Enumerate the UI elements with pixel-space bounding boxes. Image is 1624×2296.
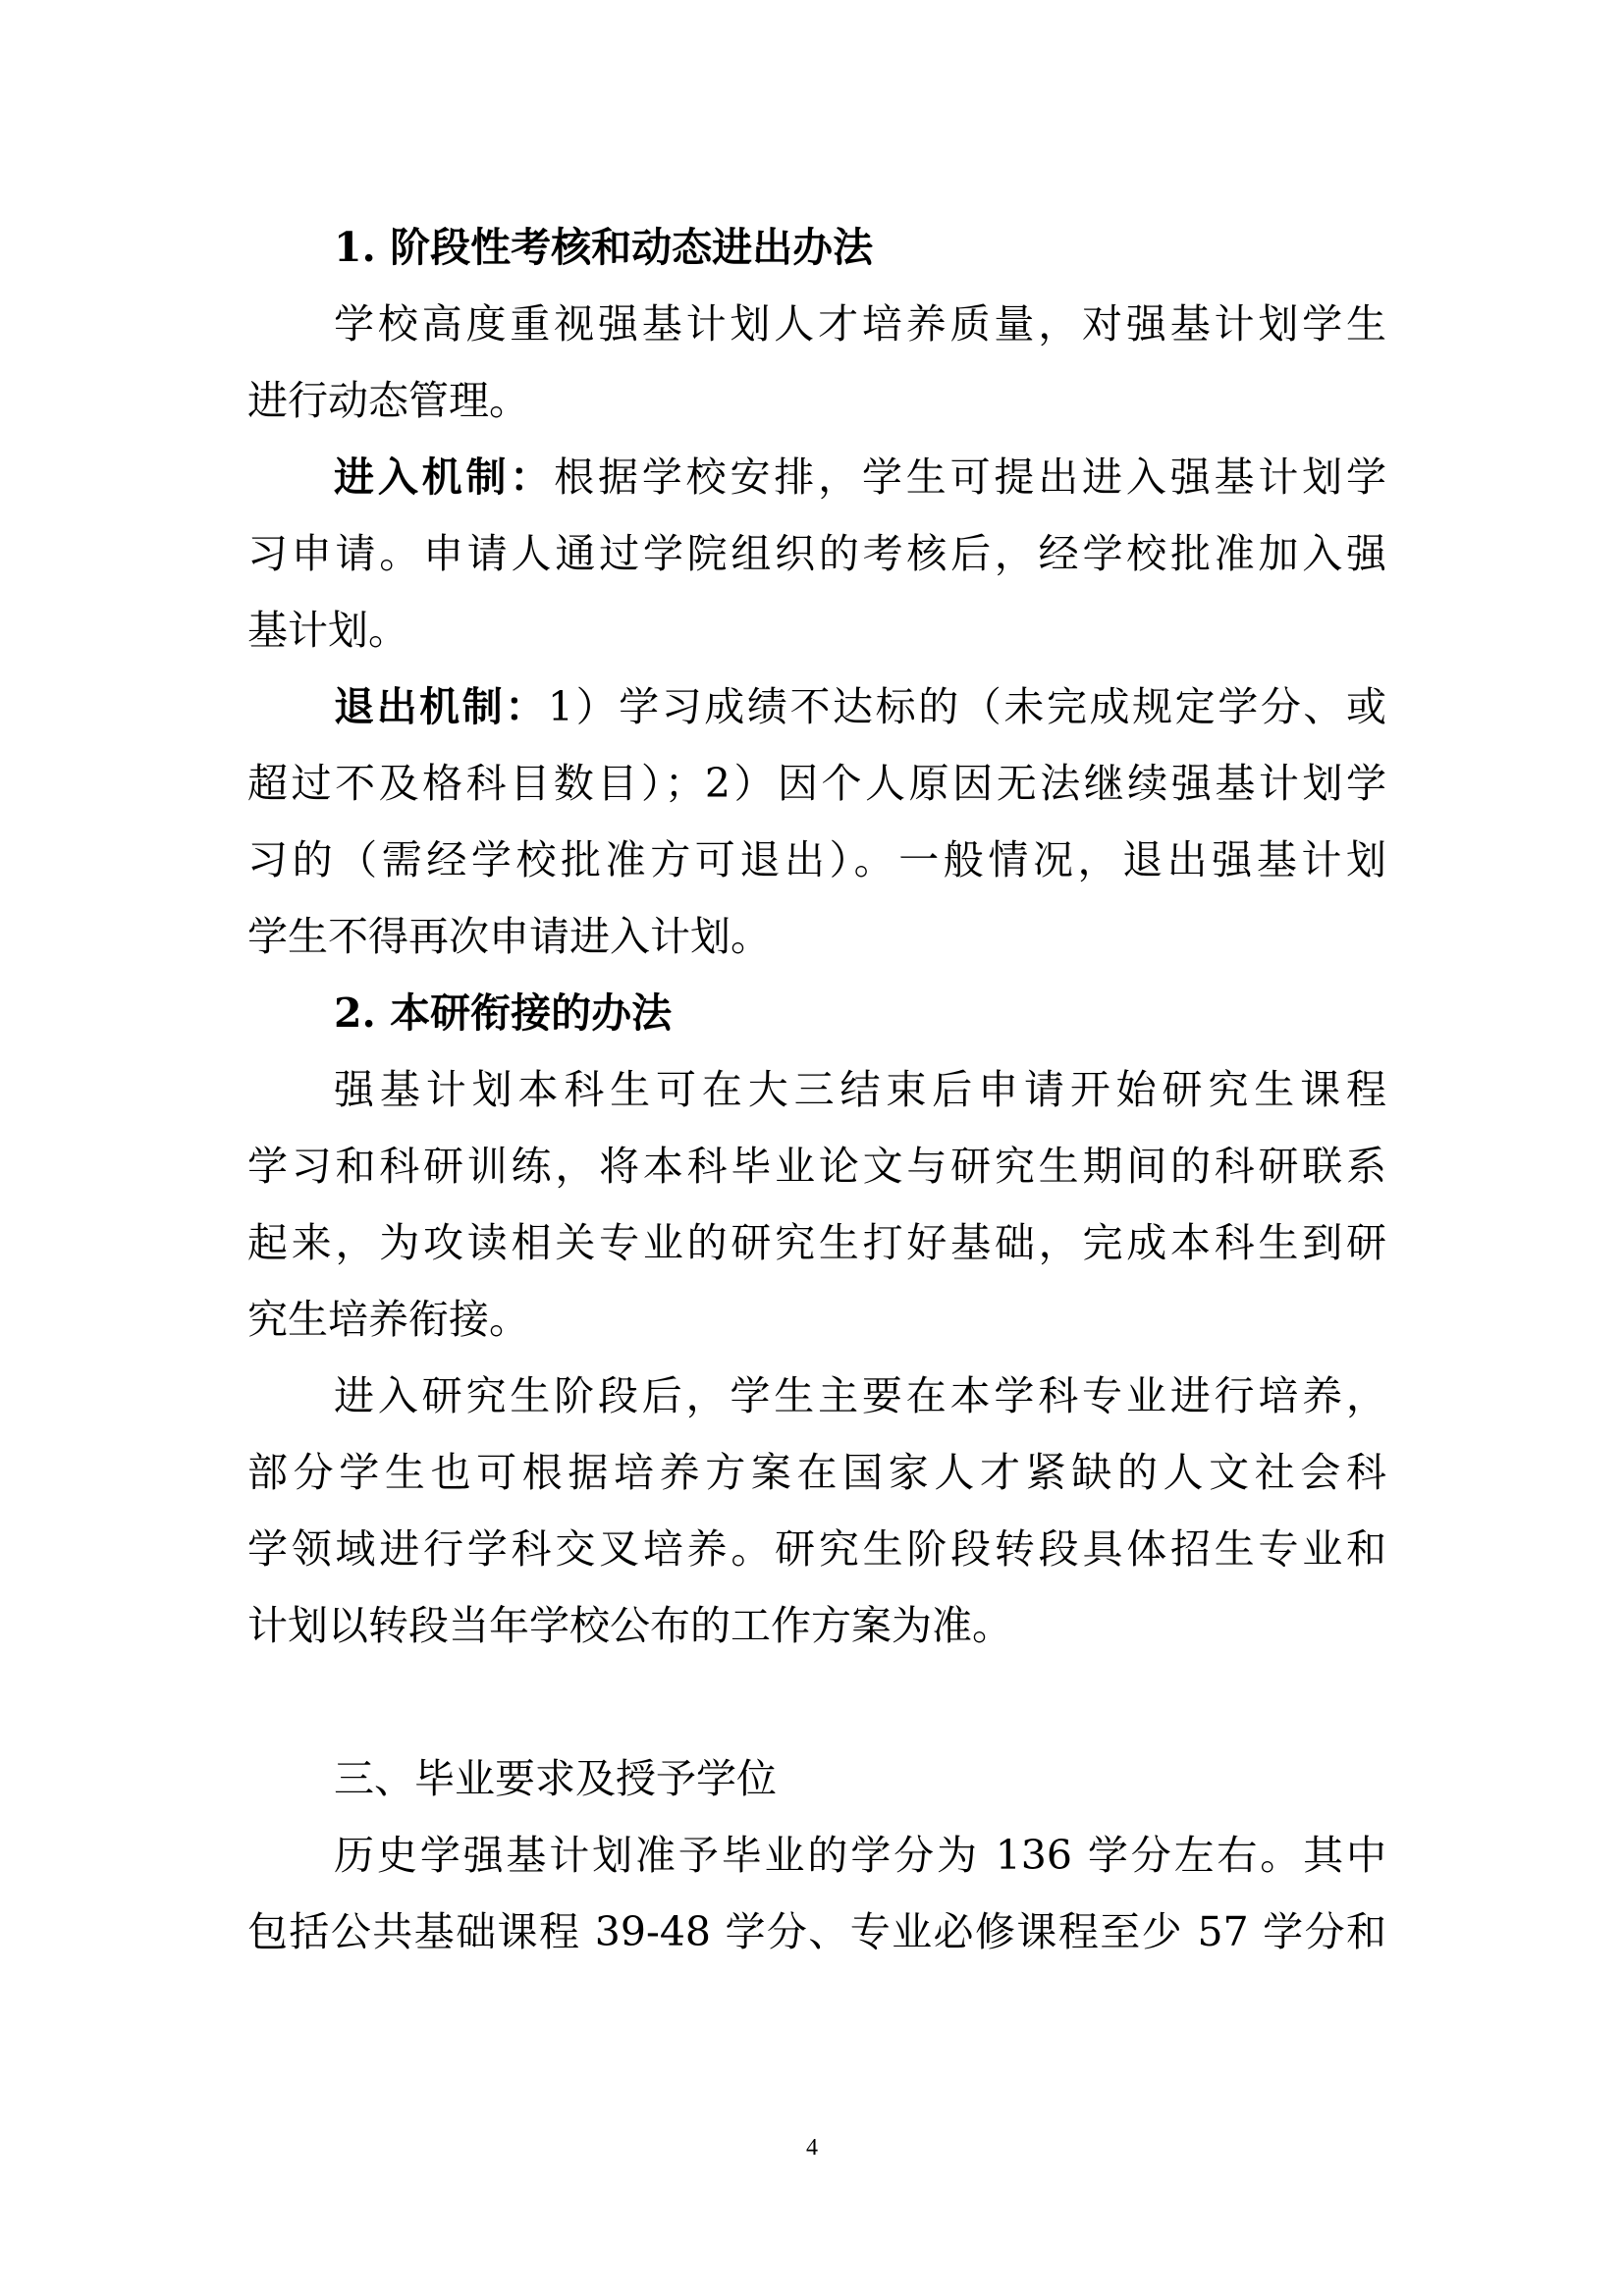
- paragraph-line: 超过不及格科目数目）；2）因个人原因无法继续强基计划学: [247, 760, 1386, 807]
- document-body: [247, 209, 1386, 1970]
- paragraph-line: 历史学强基计划准予毕业的学分为 136 学分左右。其中: [334, 1832, 1386, 1879]
- exit-mechanism-text: 1）学习成绩不达标的（未完成规定学分、或: [547, 683, 1386, 730]
- paragraph-line: 进入研究生阶段后，学生主要在本学科专业进行培养，: [334, 1372, 1386, 1419]
- paragraph-line: [247, 439, 1386, 515]
- paragraph-line: 学生不得再次申请进入计划。: [247, 913, 771, 960]
- paragraph-line: 部分学生也可根据培养方案在国家人才紧缺的人文社会科: [247, 1449, 1386, 1496]
- paragraph-line: [247, 668, 1386, 745]
- section-heading: 三、毕业要求及授予学位: [334, 1755, 777, 1802]
- section-heading: 1. 阶段性考核和动态进出办法: [334, 224, 874, 271]
- page-number: 4: [806, 2135, 818, 2161]
- paragraph-line: 起来，为攻读相关专业的研究生打好基础，完成本科生到研: [247, 1219, 1386, 1266]
- section-gap: [247, 1664, 1386, 1740]
- paragraph-line: 强基计划本科生可在大三结束后申请开始研究生课程: [334, 1066, 1386, 1113]
- entry-mechanism-label: 进入机制：: [334, 454, 555, 501]
- paragraph-line: 基计划。: [247, 607, 408, 654]
- paragraph-line: 学领域进行学科交叉培养。研究生阶段转段具体招生专业和: [247, 1525, 1386, 1573]
- paragraph-line: 计划以转段当年学校公布的工作方案为准。: [247, 1602, 1012, 1649]
- exit-mechanism-label: 退出机制：: [334, 683, 548, 730]
- entry-mechanism-text: 根据学校安排，学生可提出进入强基计划学: [554, 454, 1387, 501]
- paragraph-line: 进行动态管理。: [247, 377, 529, 424]
- paragraph-line: 习的（需经学校批准方可退出）。一般情况，退出强基计划: [247, 836, 1386, 883]
- paragraph-line: 究生培养衔接。: [247, 1296, 529, 1343]
- paragraph-line: 习申请。申请人通过学院组织的考核后，经学校批准加入强: [247, 530, 1386, 577]
- paragraph-line: 学校高度重视强基计划人才培养质量，对强基计划学生: [334, 300, 1386, 347]
- section-heading: 2. 本研衔接的办法: [334, 989, 673, 1037]
- paragraph-line: 学习和科研训练，将本科毕业论文与研究生期间的科研联系: [247, 1143, 1386, 1190]
- paragraph-line: 包括公共基础课程 39-48 学分、专业必修课程至少 57 学分和: [247, 1908, 1386, 1955]
